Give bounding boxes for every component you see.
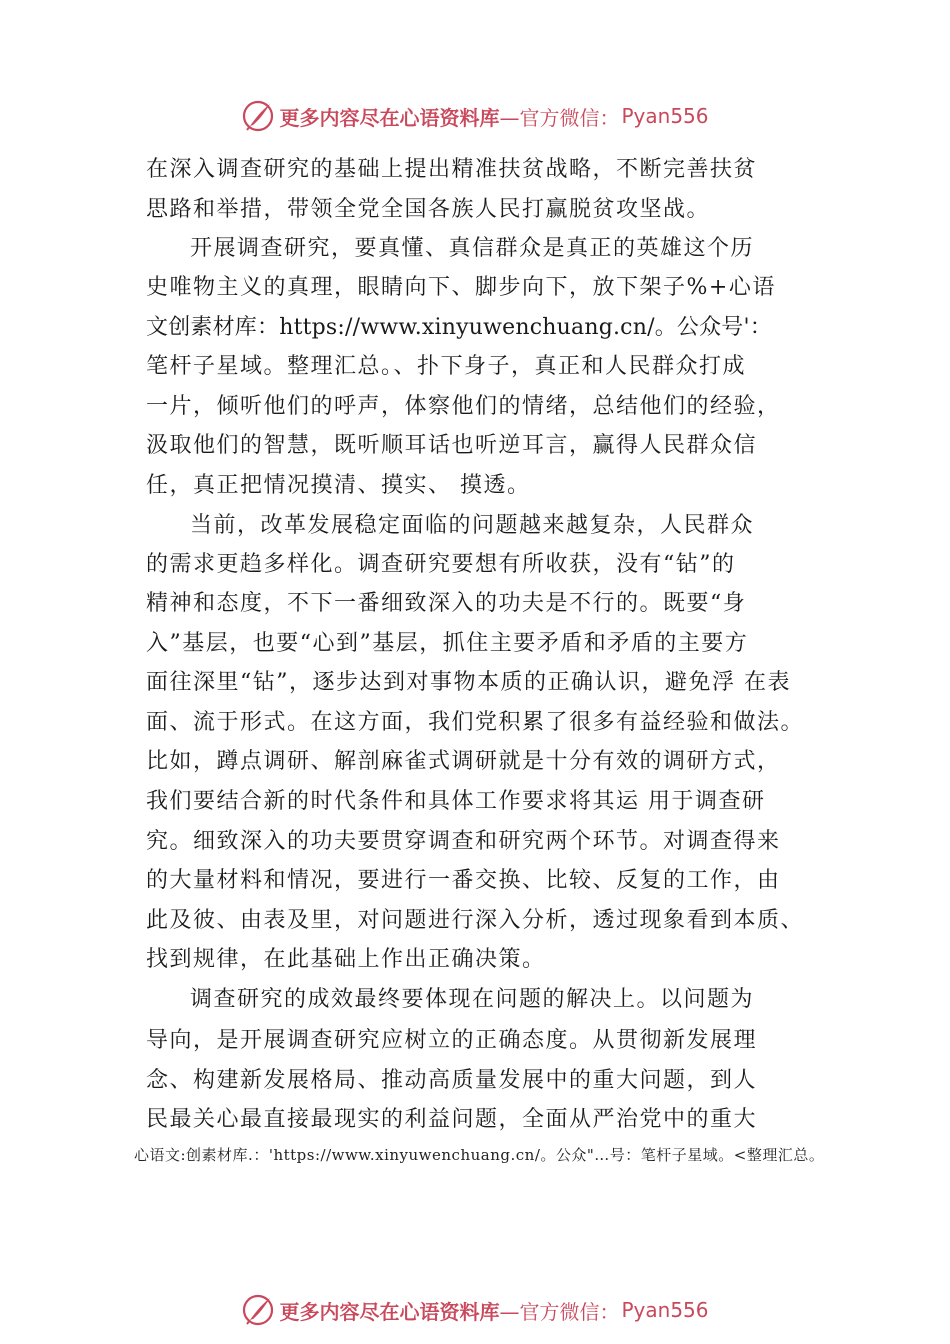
footer-title: 更多内容尽在心语资料库 [279,1299,500,1324]
body-line: 思路和举措，带领全党全国各族人民打赢脱贫攻坚战。 [146,197,711,222]
body-line: 比如，蹲点调研、解剖麻雀式调研就是十分有效的调研方式， [146,749,781,774]
body-line: 的大量材料和情况，要进行一番交换、比较、反复的工作，由 [146,868,781,893]
footer-wechat-id: Pyan556 [621,1298,709,1322]
body-line: 任，真正把情况摸清、摸实、 摸透。 [146,473,531,498]
body-line: 文创素材库：https://www.xinyuwenchuang.cn/。公众号'： [146,315,772,340]
body-line: 的需求更趋多样化。调查研究要想有所收获，没有“钻”的 [146,552,736,577]
header-banner [0,96,950,136]
header-subtitle: —官方微信： [499,105,620,130]
feather-pen-logo-icon [241,1293,275,1327]
source-footnote: 心语文:创素材库.：'https://www.xinyuwenchuang.cn/。公众"…号：笔杆子星域。<整理汇总。 [134,1146,825,1164]
paragraph-start: 开展调查研究，要真懂、真信群众是真正的英雄这个历 [190,236,755,261]
feather-pen-logo-icon [241,99,275,133]
body-line: 汲取他们的智慧，既听顺耳话也听逆耳言，赢得人民群众信 [146,433,758,458]
paragraph-start: 调查研究的成效最终要体现在问题的解决上。以问题为 [190,987,755,1012]
body-line: 史唯物主义的真理，眼睛向下、脚步向下，放下架子%+心语 [146,275,776,300]
body-line: 此及彼、由表及里，对问题进行深入分析，透过现象看到本质、 [146,908,805,933]
body-line: 找到规律，在此基础上作出正确决策。 [146,947,546,972]
body-line: 入”基层，也要“心到”基层，抓住主要矛盾和矛盾的主要方 [146,631,749,656]
body-line: 究。细致深入的功夫要贯穿调查和研究两个环节。对调查得来 [146,829,781,854]
body-line: 一片，倾听他们的呼声，体察他们的情绪，总结他们的经验， [146,394,781,419]
footer-subtitle: —官方微信： [499,1299,620,1324]
body-line: 精神和态度，不下一番细致深入的功夫是不行的。既要“身 [146,591,747,616]
body-line: 在深入调查研究的基础上提出精准扶贫战略，不断完善扶贫 [146,157,758,182]
body-line: 导向，是开展调查研究应树立的正确态度。从贯彻新发展理 [146,1028,758,1053]
body-line: 民最关心最直接最现实的利益问题，全面从严治党中的重大 [146,1107,758,1132]
body-line: 面、流于形式。在这方面，我们党积累了很多有益经验和做法。 [146,710,805,735]
body-line: 笔杆子星域。整理汇总。、扑下身子，真正和人民群众打成 [146,354,747,379]
body-line: 念、构建新发展格局、推动高质量发展中的重大问题，到人 [146,1068,758,1093]
body-line: 面往深里“钻”，逐步达到对事物本质的正确认识，避免浮 在表 [146,670,791,695]
header-wechat-id: Pyan556 [621,104,709,128]
body-line: 我们要结合新的时代条件和具体工作要求将其运 用于调查研 [146,789,766,814]
paragraph-start: 当前，改革发展稳定面临的问题越来越复杂，人民群众 [190,513,755,538]
footer-banner [0,1290,950,1330]
header-title: 更多内容尽在心语资料库 [279,105,500,130]
